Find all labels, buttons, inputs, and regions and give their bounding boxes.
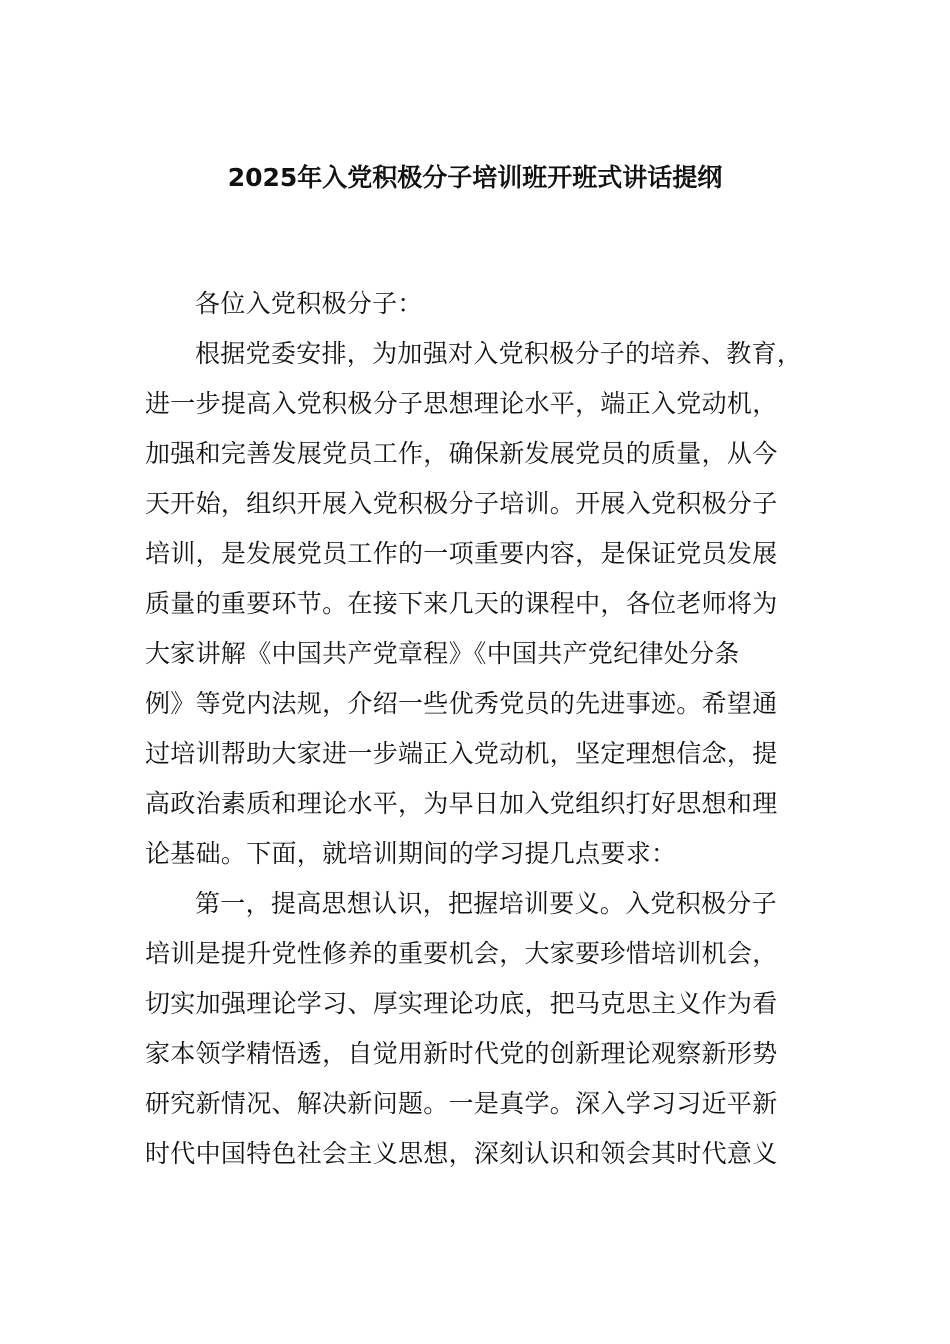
body-line: 时代中国特色社会主义思想，深刻认识和领会其时代意义	[145, 1139, 778, 1168]
body-line: 根据党委安排，为加强对入党积极分子的培养、教育，	[195, 339, 803, 368]
body-line: 天开始，组织开展入党积极分子培训。开展入党积极分子	[145, 489, 778, 518]
body-line: 研究新情况、解决新问题。一是真学。深入学习习近平新	[145, 1089, 778, 1118]
body-line: 培训是提升党性修养的重要机会，大家要珍惜培训机会，	[145, 939, 778, 968]
body-line: 第一，提高思想认识，把握培训要义。入党积极分子	[195, 889, 777, 918]
body-line: 高政治素质和理论水平，为早日加入党组织打好思想和理	[145, 789, 778, 818]
body-line: 家本领学精悟透，自觉用新时代党的创新理论观察新形势	[145, 1039, 778, 1068]
body-line: 培训，是发展党员工作的一项重要内容，是保证党员发展	[145, 539, 778, 568]
body-line: 进一步提高入党积极分子思想理论水平，端正入党动机，	[145, 389, 778, 418]
body-line: 质量的重要环节。在接下来几天的课程中，各位老师将为	[145, 589, 778, 618]
document-title: 2025年入党积极分子培训班开班式讲话提纲	[227, 163, 723, 192]
body-line: 大家讲解《中国共产党章程》《中国共产党纪律处分条	[145, 639, 740, 668]
body-line: 例》等党内法规，介绍一些优秀党员的先进事迹。希望通	[145, 689, 778, 718]
body-line: 论基础。下面，就培训期间的学习提几点要求：	[145, 839, 677, 868]
body-line: 过培训帮助大家进一步端正入党动机，坚定理想信念，提	[145, 739, 778, 768]
document-body	[145, 279, 817, 1179]
body-line: 加强和完善发展党员工作，确保新发展党员的质量，从今	[145, 439, 778, 468]
body-line: 各位入党积极分子：	[195, 289, 423, 318]
body-line: 切实加强理论学习、厚实理论功底，把马克思主义作为看	[145, 989, 778, 1018]
